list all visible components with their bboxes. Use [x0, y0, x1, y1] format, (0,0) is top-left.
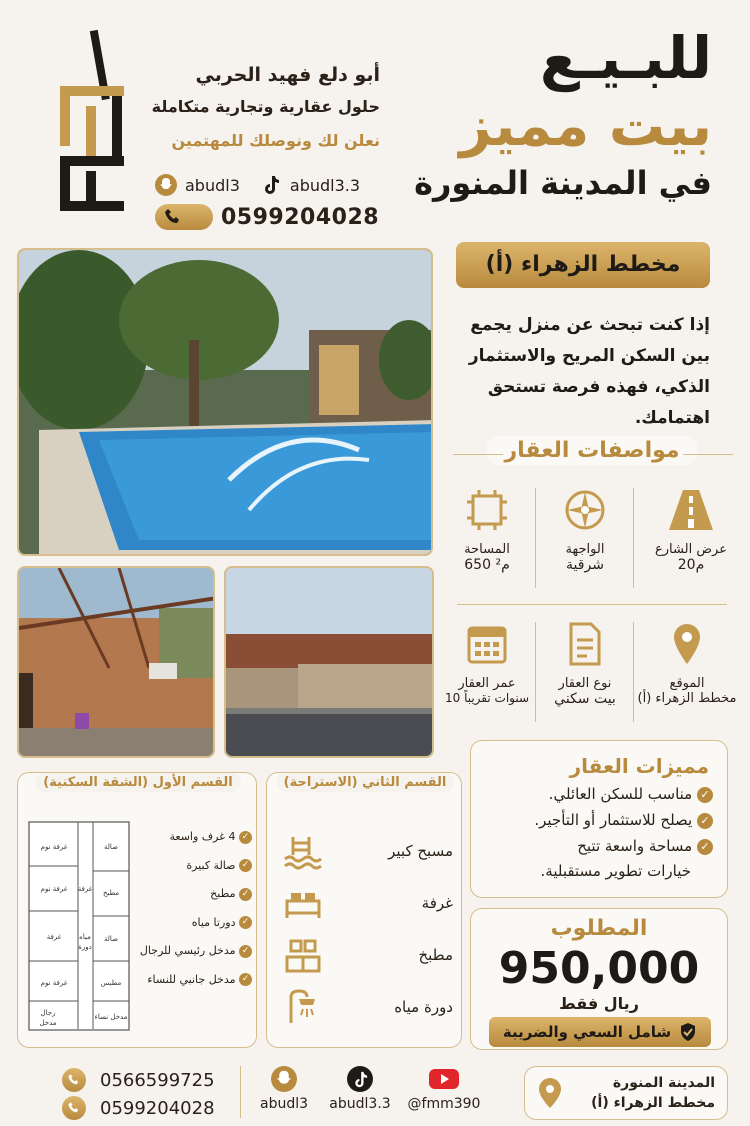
- spec-label: عمر العقار: [458, 676, 516, 691]
- logo-icon: [52, 26, 132, 216]
- price-currency: ريال فقط: [559, 994, 639, 1013]
- road-icon: [667, 486, 715, 534]
- spec-value: 650 م²: [464, 557, 510, 573]
- shield-check-icon: [679, 1022, 697, 1042]
- check-icon: ✓: [697, 839, 713, 855]
- section2-item: [283, 935, 453, 975]
- check-icon: ✓: [697, 787, 713, 803]
- check-icon: ✓: [697, 813, 713, 829]
- feature-text: مناسب للسكن العائلي.: [548, 785, 693, 803]
- headline: [400, 22, 712, 206]
- footer: [0, 1058, 750, 1126]
- pool-image: [19, 250, 433, 556]
- spec-label: المساحة: [464, 542, 510, 557]
- compass-icon: [561, 486, 609, 534]
- section1-item: [136, 823, 252, 852]
- footer-location-card: [524, 1066, 728, 1120]
- spec-value: بيت سكني: [554, 691, 616, 707]
- phone-row: [155, 202, 385, 232]
- section2-item-label: مطبخ: [418, 946, 453, 964]
- headline-city: في المدينة المنورة: [414, 164, 712, 202]
- pool-photo: [17, 248, 433, 556]
- feature-item: [485, 781, 713, 807]
- floorplan-image: [28, 821, 130, 1031]
- phone-icon: [62, 1068, 86, 1092]
- section1-title: القسم الأول (الشقة السكنية): [35, 773, 241, 792]
- spec-area: [441, 486, 533, 573]
- section1-item: [136, 909, 252, 938]
- tiktok-handle[interactable]: abudl3.3: [289, 175, 361, 195]
- floorplan-label: رجال: [40, 1009, 56, 1017]
- tiktok-icon[interactable]: [260, 174, 282, 196]
- section1-item-text: مدخل رئيسي للرجال: [139, 944, 236, 957]
- floorplan-label: مدخل: [39, 1019, 57, 1027]
- social-row: [155, 172, 385, 198]
- check-icon: ✓: [239, 831, 252, 844]
- floorplan-label: غرفة نوم: [40, 885, 68, 893]
- phone-icon: [62, 1096, 86, 1120]
- price-amount: 950,000: [498, 943, 700, 994]
- document-icon: [561, 620, 609, 668]
- company-logo: [52, 26, 132, 216]
- kitchen-icon: [283, 935, 323, 975]
- floorplan-label: غرفة: [77, 885, 93, 893]
- floorplan-label: مطبخ: [102, 889, 120, 897]
- company-phone[interactable]: 0599204028: [221, 204, 380, 230]
- floorplan-label: غرفة نوم: [40, 979, 68, 987]
- specs-title: مواصفات العقار: [486, 436, 697, 465]
- footer-youtube[interactable]: [404, 1066, 484, 1112]
- spec-value: 20م: [677, 557, 705, 573]
- section2-item-label: غرفة: [421, 894, 453, 912]
- spec-type: [539, 620, 631, 707]
- headline-house: بيت مميز: [459, 94, 712, 159]
- snapchat-icon: [271, 1066, 297, 1092]
- headline-for-sale: للبـيـع: [539, 24, 712, 92]
- check-icon: ✓: [239, 916, 252, 929]
- calendar-icon: [463, 620, 511, 668]
- spec-age: [437, 620, 537, 705]
- location-pin-icon: [537, 1077, 563, 1109]
- footer-city: المدينة المنورة: [612, 1075, 715, 1091]
- plan-banner: [456, 242, 710, 288]
- area-icon: [463, 486, 511, 534]
- footer-plan: مخطط الزهراء (أ): [591, 1095, 715, 1111]
- snapchat-icon[interactable]: [155, 174, 177, 196]
- feature-text: يصلح للاستثمار أو التأجير.: [534, 811, 693, 829]
- section2-title: القسم الثاني (الاستراحة): [276, 773, 455, 792]
- exterior-photo: [224, 566, 434, 758]
- section2-card: [266, 772, 462, 1048]
- section1-item-text: دورتا مياه: [191, 915, 236, 929]
- features-title: مميزات العقار: [569, 754, 709, 778]
- spec-label: عرض الشارع: [655, 542, 727, 557]
- footer-snapchat-handle[interactable]: abudl3: [259, 1096, 309, 1112]
- tiktok-icon: [347, 1066, 373, 1092]
- company-name: أبو دلع فهيد الحربي: [195, 64, 380, 86]
- spec-street-width: [643, 486, 739, 573]
- price-note-banner: [489, 1017, 711, 1047]
- spec-value: مخطط الزهراء (أ): [637, 691, 737, 706]
- feature-text: مساحة واسعة تتيح: [577, 837, 693, 855]
- footer-phone-2[interactable]: [62, 1096, 215, 1120]
- bed-icon: [283, 883, 323, 923]
- check-icon: ✓: [239, 973, 252, 986]
- plan-banner-text: مخطط الزهراء (أ): [485, 252, 681, 277]
- section2-item: [283, 831, 453, 871]
- floorplan-label: مياه: [79, 933, 91, 941]
- floorplan-label: مطبس: [100, 979, 122, 987]
- footer-phone-text[interactable]: 0599204028: [100, 1097, 215, 1119]
- footer-youtube-handle[interactable]: @fmm390: [407, 1096, 481, 1112]
- section1-item-text: صالة كبيرة: [186, 858, 236, 872]
- specs-card: [444, 436, 737, 736]
- feature-item-continued: خيارات تطوير مستقبلية.: [540, 862, 691, 880]
- section1-item: [136, 880, 252, 909]
- floorplan-label: صالة: [104, 843, 118, 851]
- section1-item-text: مطبخ: [210, 887, 236, 900]
- floorplan-label: غرفة: [46, 933, 62, 941]
- floorplan-label: مدخل نساء: [94, 1013, 128, 1021]
- youtube-icon: [428, 1066, 460, 1092]
- spec-facade: [539, 486, 631, 573]
- floorplan-label: دورة: [78, 943, 92, 951]
- spec-label: الموقع: [669, 676, 705, 691]
- intro-text: إذا كنت تبحث عن منزل يجمع بين السكن المريح والاستثمار الذكي، فهذه فرصة تستحق اهتمامك.: [468, 315, 710, 428]
- section1-item: [136, 937, 252, 966]
- price-note: شامل السعي والضريبة: [502, 1023, 672, 1041]
- footer-tiktok-handle[interactable]: abudl3.3: [329, 1096, 391, 1112]
- footer-phone-1[interactable]: [62, 1068, 215, 1092]
- spec-label: نوع العقار: [558, 676, 612, 691]
- section2-item: [283, 987, 453, 1027]
- section2-item: [283, 883, 453, 923]
- phone-icon[interactable]: [155, 204, 213, 230]
- courtyard-image: [19, 568, 215, 758]
- section1-item: [136, 966, 252, 995]
- section1-item-text: مدخل جانبي للنساء: [147, 972, 236, 986]
- floorplan-label: صالة: [104, 935, 118, 943]
- snapchat-handle[interactable]: abudl3: [185, 175, 240, 195]
- section2-item-label: دورة مياه: [394, 998, 453, 1016]
- check-icon: ✓: [239, 945, 252, 958]
- spec-label: الواجهة: [565, 542, 605, 557]
- section1-list: [136, 823, 252, 994]
- company-slogan: نعلن لك ونوصلك للمهتمين: [171, 131, 380, 150]
- footer-tiktok[interactable]: [322, 1066, 398, 1112]
- spec-value: 10 سنوات تقريباً: [444, 691, 530, 705]
- floorplan-label: غرفة نوم: [40, 843, 68, 851]
- section2-item-label: مسبح كبير: [388, 842, 453, 860]
- spec-location: [633, 620, 741, 706]
- location-pin-icon: [663, 620, 711, 668]
- check-icon: ✓: [239, 859, 252, 872]
- spec-value: شرقية: [566, 557, 604, 573]
- pool-icon: [283, 831, 323, 871]
- section1-card: [17, 772, 257, 1048]
- shower-icon: [283, 987, 323, 1027]
- price-title: المطلوب: [550, 916, 648, 941]
- features-card: [470, 740, 728, 898]
- footer-snapchat[interactable]: [250, 1066, 318, 1112]
- company-tagline: حلول عقارية وتجارية متكاملة: [151, 97, 380, 116]
- feature-item: [485, 833, 713, 859]
- feature-item: [485, 807, 713, 833]
- section1-item-text: 4 غرف واسعة: [169, 830, 236, 843]
- exterior-image: [226, 568, 434, 758]
- footer-phone-text[interactable]: 0566599725: [100, 1069, 215, 1091]
- check-icon: ✓: [239, 888, 252, 901]
- price-card: [470, 908, 728, 1050]
- section1-item: [136, 852, 252, 881]
- courtyard-photo: [17, 566, 215, 758]
- company-info: [150, 60, 380, 158]
